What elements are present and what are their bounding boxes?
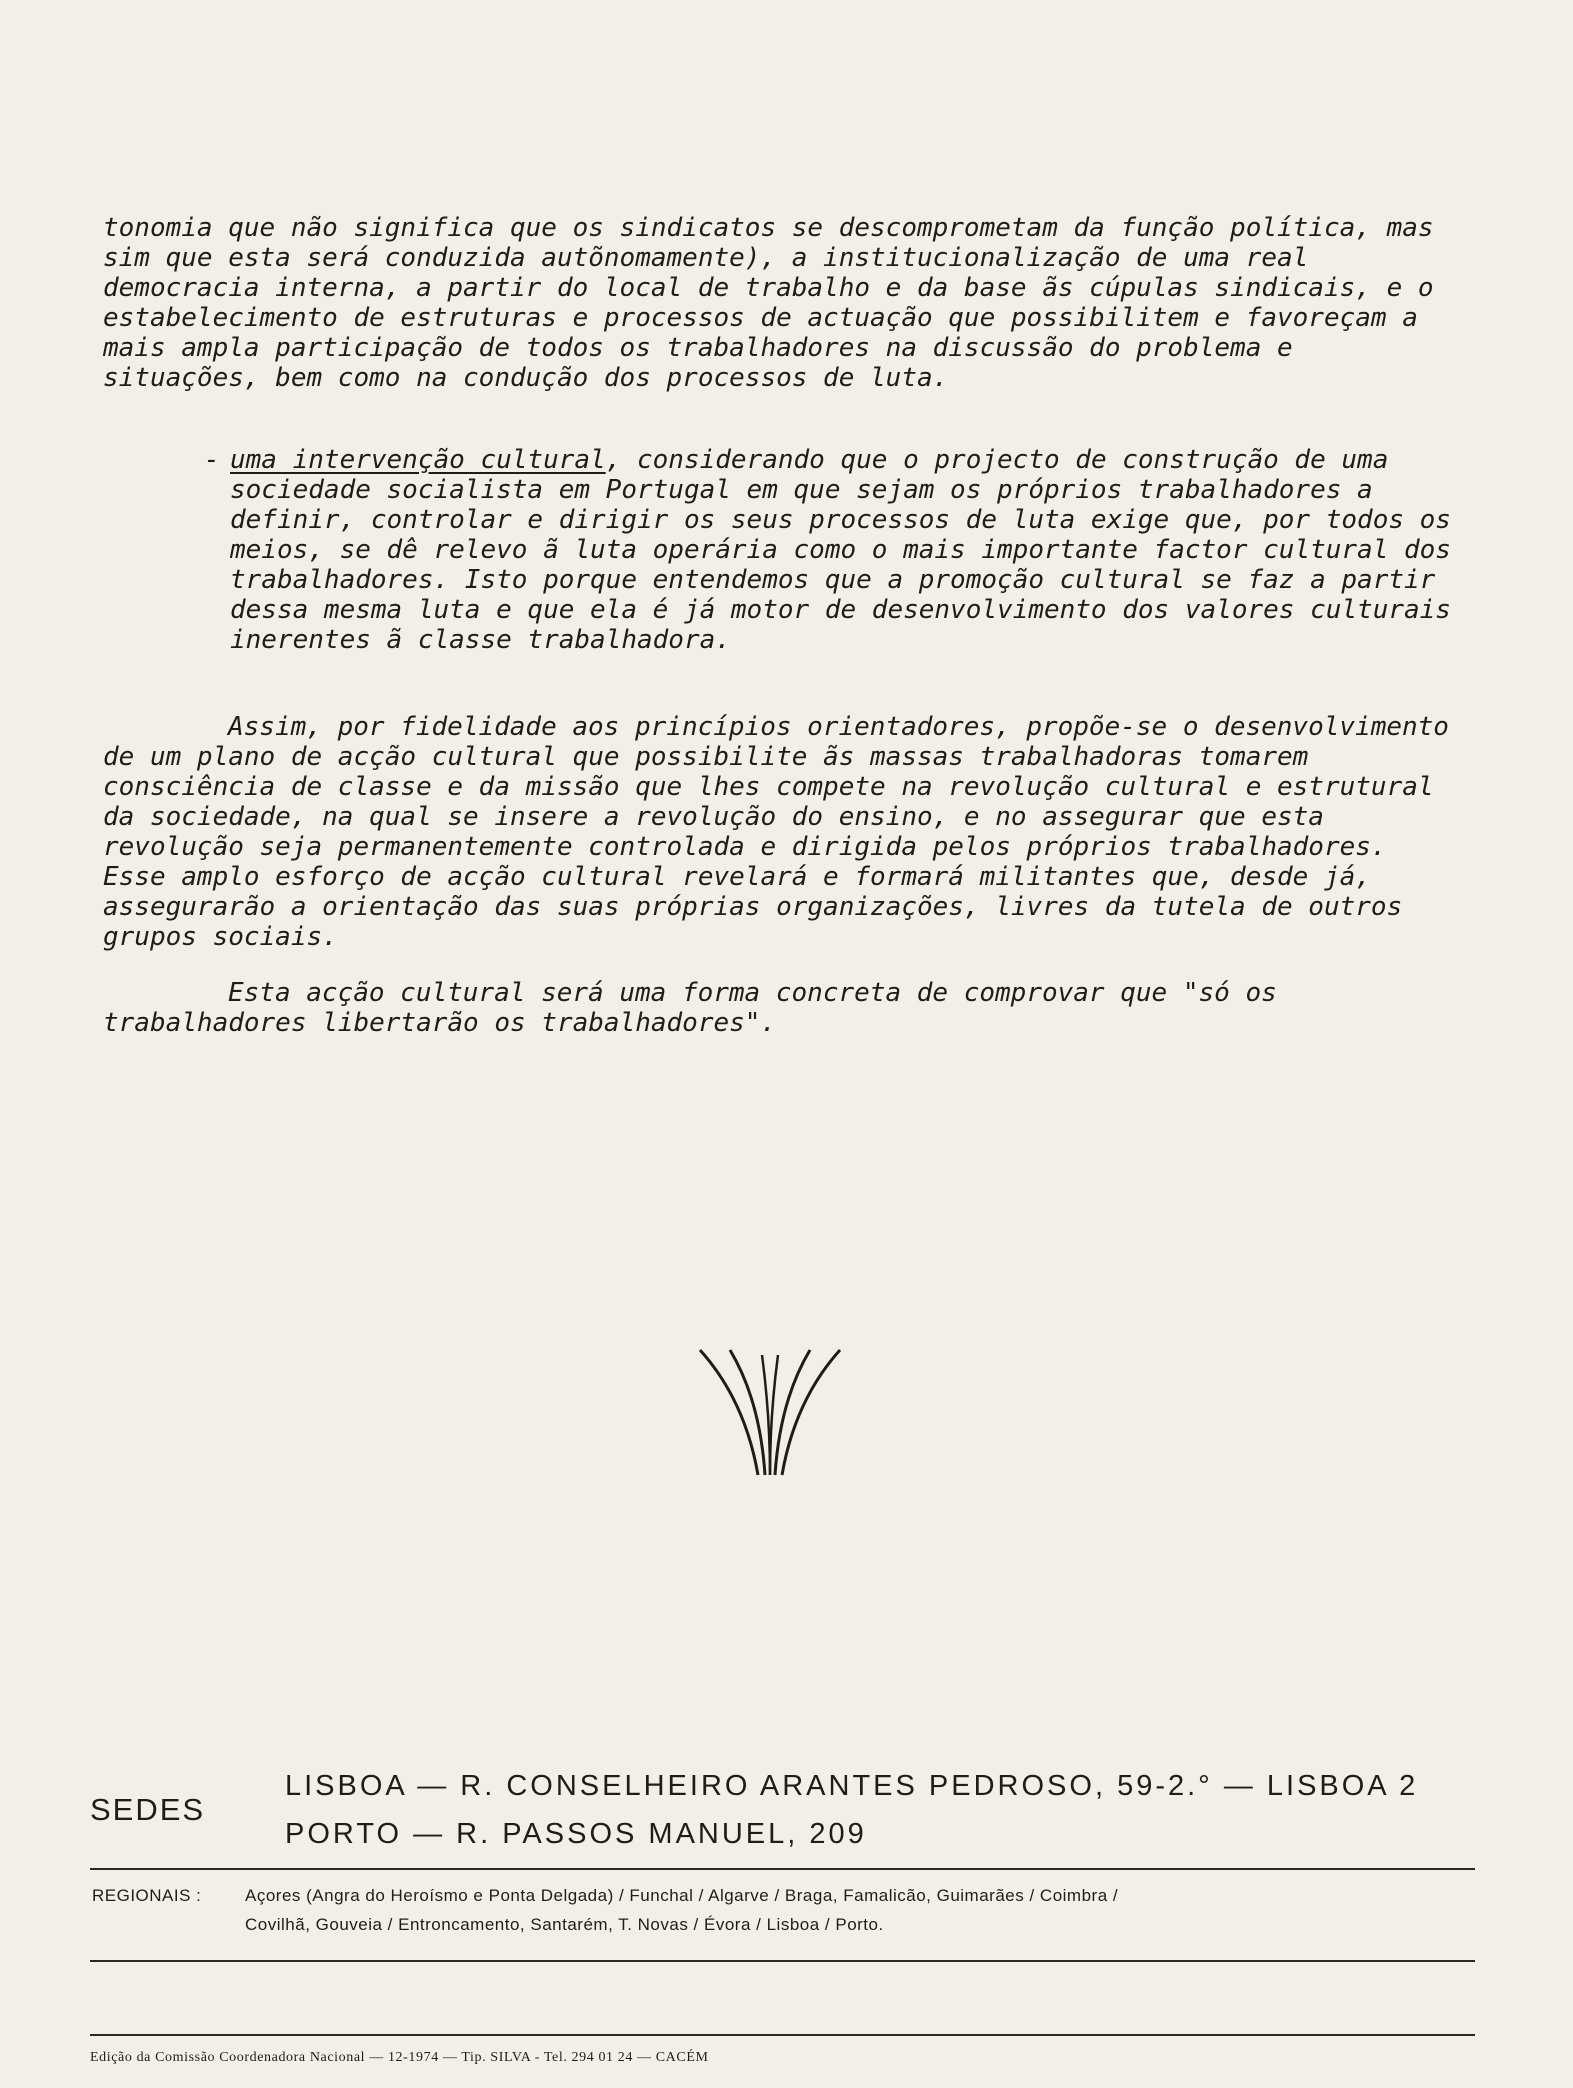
bullet-title: uma intervenção cultural	[230, 445, 606, 475]
bullet-dash: -	[204, 445, 220, 475]
paragraph-1: tonomia que não significa que os sindicatos se descomprometam da função política, mas sim que esta será conduzida autõnomamente), a institucionalização de uma real democracia interna, a partir do local de trabalho e da base ãs cúpulas sindicais, e o estabelecimento de estruturas e processos de actuação que possibilitem e favoreçam a mais ampla participação de todos os trabalhadores na discussão do problema e situações, bem como na condução dos processos de luta.	[103, 213, 1434, 393]
bullet-intervencao-cultural	[204, 445, 1465, 655]
regionais-line-1: Açores (Angra do Heroísmo e Ponta Delgada) / Funchal / Algarve / Braga, Famalicão, Guimarães / Coimbra /	[245, 1886, 1119, 1905]
footer-divider-top	[90, 1868, 1475, 1870]
paragraph-2: Assim, por fidelidade aos princípios orientadores, propõe-se o desenvolvimento de um plano de acção cultural que possibilite ãs massas trabalhadoras tomarem consciência de classe e da missão que lhes compete na revolução cultural e estrutural da sociedade, na qual se insere a revolução do ensino, e no assegurar que esta revolução seja permanentemente controlada e dirigida pelos próprios trabalhadores. Esse amplo esforço de acção cultural revelará e formará militantes que, desde já, assegurarão a orientação das suas próprias organizações, livres da tutela de outros grupos sociais.	[103, 712, 1449, 952]
bullet-text: , considerando que o projecto de construção de uma sociedade socialista em Portugal em que sejam os próprios trabalhadores a definir, controlar e dirigir os seus processos de luta exige que, por todos os meios, se dê relevo ã luta operária como o mais importante factor cultural dos trabalhadores. Isto porque entendemos que a promoção cultural se faz a partir dessa mesma luta e que ela é já motor de desenvolvimento dos valores culturais inerentes ã classe trabalhadora.	[230, 445, 1451, 655]
brand-sedes: SEDES	[90, 1792, 206, 1827]
paragraph-3: Esta acção cultural será uma forma concreta de comprovar que "só os trabalhadores libertarão os trabalhadores".	[103, 978, 1277, 1038]
regionais-line-2: Covilhã, Gouveia / Entroncamento, Santarém, T. Novas / Évora / Lisboa / Porto.	[245, 1915, 884, 1934]
imprint-line: Edição da Comissão Coordenadora Nacional — 12-1974 — Tip. SILVA - Tel. 294 01 24 — CACÉM	[90, 2050, 709, 2065]
footer-divider-bottom	[90, 2034, 1475, 2036]
address-lisboa: LISBOA — R. CONSELHEIRO ARANTES PEDROSO, 59-2.° — LISBOA 2	[285, 1770, 1419, 1802]
footer-divider-middle	[90, 1960, 1475, 1962]
regionais-label: REGIONAIS :	[92, 1886, 202, 1905]
address-porto: PORTO — R. PASSOS MANUEL, 209	[285, 1818, 867, 1850]
sedes-logo-icon	[690, 1345, 850, 1480]
